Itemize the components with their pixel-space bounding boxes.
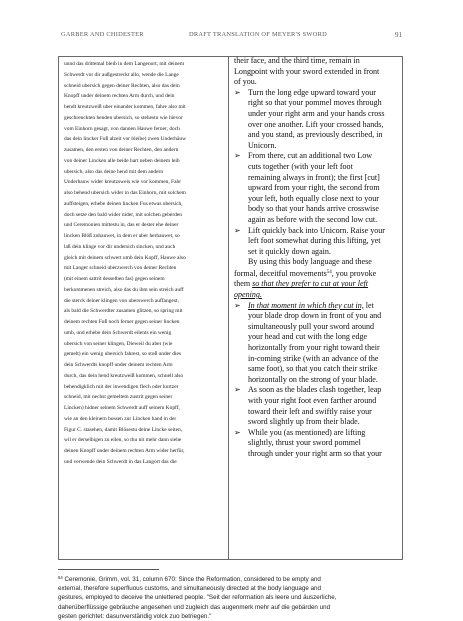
translation-line: From there, cut an additional two Low bbox=[248, 151, 373, 161]
original-text-line: behendigklich mit der inwendigen flech oder kurtzer bbox=[64, 383, 179, 390]
bullet-arrow-icon: ➢ bbox=[234, 225, 241, 235]
original-text-line: hendt kreutzweiß uber einander kommen, fahre also mit bbox=[64, 104, 186, 110]
footnote-line bbox=[58, 593, 403, 602]
translation-line: horizontally on the strong of your blade. bbox=[248, 374, 378, 384]
bullet-item bbox=[234, 428, 400, 460]
footnote-number: 54 bbox=[58, 575, 63, 580]
original-text-line: als bald die Schwerdter zusamen glitzen, so spring mit bbox=[64, 308, 183, 315]
footnote-text: external, therefore superfluous customs, and simultaneously directed at the body language and bbox=[58, 585, 322, 593]
footnote-text: gesten gerichtet: dasunverständig volck zuo betriegen." bbox=[58, 612, 212, 620]
original-text-line: mit Langer schneid uberzwerch von deiner Rechten bbox=[64, 265, 177, 272]
translation-line: through under your right arm so that your bbox=[248, 448, 382, 458]
translation-text: As soon as the blades clash together, leap bbox=[248, 385, 382, 395]
translation-line: your blade drop down in front of you and bbox=[248, 311, 382, 321]
footnote-rule bbox=[58, 569, 159, 570]
original-text-line: durch, das dein hend kreutzweiß kommen, schnell also bbox=[64, 372, 184, 379]
footnote bbox=[58, 573, 403, 621]
footnote-reference: 54 bbox=[326, 269, 332, 275]
translation-paragraph-line: By using this body language and these bbox=[248, 257, 372, 267]
original-text-line: unnd das drittemal bleib in dem Langenort, mit deinem bbox=[64, 61, 185, 67]
bullet-arrow-icon: ➢ bbox=[234, 87, 241, 97]
translation-text: , you provoke bbox=[331, 268, 377, 278]
bullet-arrow-icon: ➢ bbox=[234, 300, 241, 310]
original-text-line: von deiner Lincken alle beide hart neben deinem leib bbox=[64, 157, 180, 164]
translation-text: let bbox=[363, 300, 374, 310]
page-number: 91 bbox=[395, 31, 402, 39]
footnote-line bbox=[58, 603, 403, 612]
bullet-arrow-icon: ➢ bbox=[234, 427, 241, 437]
footnote-line bbox=[58, 612, 403, 621]
translation-line bbox=[248, 301, 400, 312]
footnote-line bbox=[58, 584, 403, 593]
translation-line bbox=[248, 385, 400, 396]
translation-bullets-2 bbox=[234, 301, 400, 460]
original-text-line: Knopff under deinem rechten Arm durch, und dein bbox=[64, 93, 175, 100]
translation-line: same foot), so that you catch their strike bbox=[248, 364, 378, 374]
translation-line: your head and cut with the long edge bbox=[248, 332, 368, 342]
translation-line: upward from your right, the second from bbox=[248, 183, 380, 193]
original-text-line: laß dein klinge vor dir undersich sincken, und auch bbox=[64, 243, 176, 250]
footnote-text: Ceremonie, Grimm, vol. 31, column 670: Since the Reformation, considered to be empty and bbox=[62, 576, 321, 583]
original-text-line: wie an den kleinern bossen zur Lincken hand in der bbox=[64, 415, 177, 422]
emphasized-text: In that moment in which they cut in, bbox=[248, 300, 364, 310]
translation-line: their face, and the third time, remain in bbox=[234, 56, 360, 65]
original-text-line: geschrenckten henden ubersich, so stehestu wie hievor bbox=[64, 114, 183, 121]
original-text-line: Underhauw wider kreutzsweis wie vor kommen, Fahr bbox=[64, 179, 182, 186]
bullet-arrow-icon: ➢ bbox=[234, 385, 241, 395]
original-text-line: und verwende dein Schwerdt in das Langort das die bbox=[64, 458, 177, 465]
translation-intro bbox=[234, 56, 400, 88]
translation-line bbox=[248, 428, 400, 439]
translation-line: body so that your hands arrive crosswise bbox=[248, 204, 379, 214]
original-text-line: dein Schwerdts knopff under deinem rechten Arm bbox=[64, 362, 173, 368]
translation-line: sword slightly up from their blade. bbox=[248, 417, 360, 427]
translation-paragraph-line bbox=[234, 279, 400, 290]
footnote-text: daherüberflüssige gebräuche angesehen und zugleich das augenmerk mehr auf die gebärden und bbox=[58, 603, 331, 611]
original-text-line: Figur C. stasehen, damit Blösestu deine Lincke seiten, bbox=[64, 426, 183, 433]
translation-line: and you stand, as previously described, in bbox=[248, 130, 383, 140]
original-text-line: wil er derselbigen zu eilen, so thu nit mehr dann siehe bbox=[64, 437, 182, 444]
english-translation-column bbox=[234, 56, 400, 460]
original-text-line: auffsteigen, erhebe deinen lincken Fus etwas ubersich, bbox=[64, 200, 183, 207]
translation-text: While you (as mentioned) are lifting bbox=[248, 427, 366, 437]
translation-line: left foot somewhat during this lifting, yet bbox=[248, 236, 381, 246]
translation-line: cuts together (with your left foot bbox=[248, 161, 353, 171]
original-text-line: also behend ubersich wider in das Einhorn, mit solchem bbox=[64, 190, 186, 196]
original-text-line: lincken Blöß zuhauwet, in dem er aber herhauwet, so bbox=[64, 233, 180, 239]
footnote-text: gestures, employed to deceive the unlettered people. "Seit der reformation als leere und äuszerliche, bbox=[58, 594, 337, 602]
original-text-line: gemelt) ein wenig ubersich fahrest, so stoß under dies bbox=[64, 351, 182, 358]
emphasized-text: so that they prefer to cut at your left bbox=[252, 279, 369, 289]
bullet-item bbox=[234, 385, 400, 427]
translation-line: simultaneously pull your sword around bbox=[248, 321, 375, 331]
translation-paragraph-line bbox=[234, 268, 400, 280]
bullet-item bbox=[234, 88, 400, 152]
translation-line: your left, both equally close next to your bbox=[248, 193, 379, 203]
original-text-line: die sterck deiner klingen von uberswerch auffangest, bbox=[64, 297, 179, 304]
translation-text: formal, deceitful movements bbox=[234, 268, 327, 278]
bullet-arrow-icon: ➢ bbox=[234, 151, 241, 161]
translation-line: in-coming strike (with an advance of the bbox=[248, 353, 379, 363]
bullet-item bbox=[234, 301, 400, 386]
translation-line: right so that your pommel moves through bbox=[248, 98, 382, 108]
original-text-line: und Ceremonien mittestu in, das er dester ehe deiner bbox=[64, 222, 179, 229]
original-text-line: Schwerdt vor dir außgestreckt allo, wende die Lange bbox=[64, 71, 179, 78]
translation-line: under your right arm and your hands cross bbox=[248, 108, 385, 118]
original-text-line: schneid ubersich gegen deiner Rechten, also das dein bbox=[64, 82, 180, 89]
translation-line: of you. bbox=[234, 77, 257, 87]
translation-line: again as before with the second low cut. bbox=[248, 214, 378, 224]
running-header-title: DRAFT TRANSLATION OF MEYER'S SWORD bbox=[189, 31, 327, 38]
column-divider bbox=[228, 56, 229, 560]
original-text-line: ubersich, also das deine hend mit dem andern bbox=[64, 168, 164, 175]
emphasized-text: opening. bbox=[234, 290, 262, 300]
translation-bullets-1 bbox=[234, 88, 400, 258]
footnote-line bbox=[58, 573, 403, 584]
original-text-line: herkommenen streich, also das du ihm sein streich auff bbox=[64, 286, 184, 293]
translation-line: toward their left and swiftly raise your bbox=[248, 406, 372, 416]
original-german-column bbox=[64, 59, 225, 468]
original-text-line: deinem rechten Fuß noch ferner gegen seiner lincken bbox=[64, 319, 180, 325]
translation-line: Lift quickly back into Unicorn. Raise your bbox=[248, 225, 385, 235]
translation-line: Longpoint with your sword extended in front bbox=[234, 66, 380, 76]
original-text-line: deinen Knopff under deinem rechten Arm wider herfür, bbox=[64, 448, 185, 454]
translation-line: over one another. Lift your crossed hands, bbox=[248, 119, 384, 129]
original-text-line: (mit einem sattrit desselben fas) gegen seinem bbox=[64, 276, 165, 282]
original-text-line: zusamen, den ersten von deiner Rechten, den andern bbox=[64, 147, 179, 153]
translation-line: horizontally from your right toward their bbox=[248, 343, 380, 353]
bullet-item bbox=[234, 226, 400, 258]
translation-line: set it quickly down again. bbox=[248, 246, 331, 256]
translation-text: them bbox=[234, 279, 253, 289]
translation-line: Turn the long edge upward toward your bbox=[248, 87, 376, 97]
running-header-authors: GARBER AND CHIDESTER bbox=[61, 31, 144, 38]
translation-line: slightly, thrust your sword pommel bbox=[248, 438, 361, 448]
original-text-line: umb, und erhebe dein Schwerdt eilents ein wenig bbox=[64, 329, 172, 336]
translation-line: with your right foot even farther around bbox=[248, 396, 377, 405]
original-text-line: doch setze den bald wider nider, mit solchen geberden bbox=[64, 211, 183, 218]
bullet-item bbox=[234, 151, 400, 225]
original-text-line: vom Einhorn gesagt, von dannen Hauwe ferner, doch bbox=[64, 125, 180, 132]
translation-line: Unicorn. bbox=[248, 140, 277, 150]
original-text-line: das dein lincker Fuß alzeit vor bleibe) zwen Underhäuw bbox=[64, 136, 186, 143]
original-text-line: Lincken) hidner seinem Schwerdt auff seinem Kopff, bbox=[64, 405, 180, 411]
original-text-line: schneid, mit nechst gemeltem zustrit gegen seiner bbox=[64, 394, 173, 401]
translation-line: remaining always in front); the first [cut] bbox=[248, 172, 380, 182]
original-text-line: ubersich von seiner klingen, Dieweil du aber (wie bbox=[64, 340, 173, 347]
original-text-line: gleich mit deinem schwert umb dein Kopff, Hauwe also bbox=[64, 254, 186, 261]
